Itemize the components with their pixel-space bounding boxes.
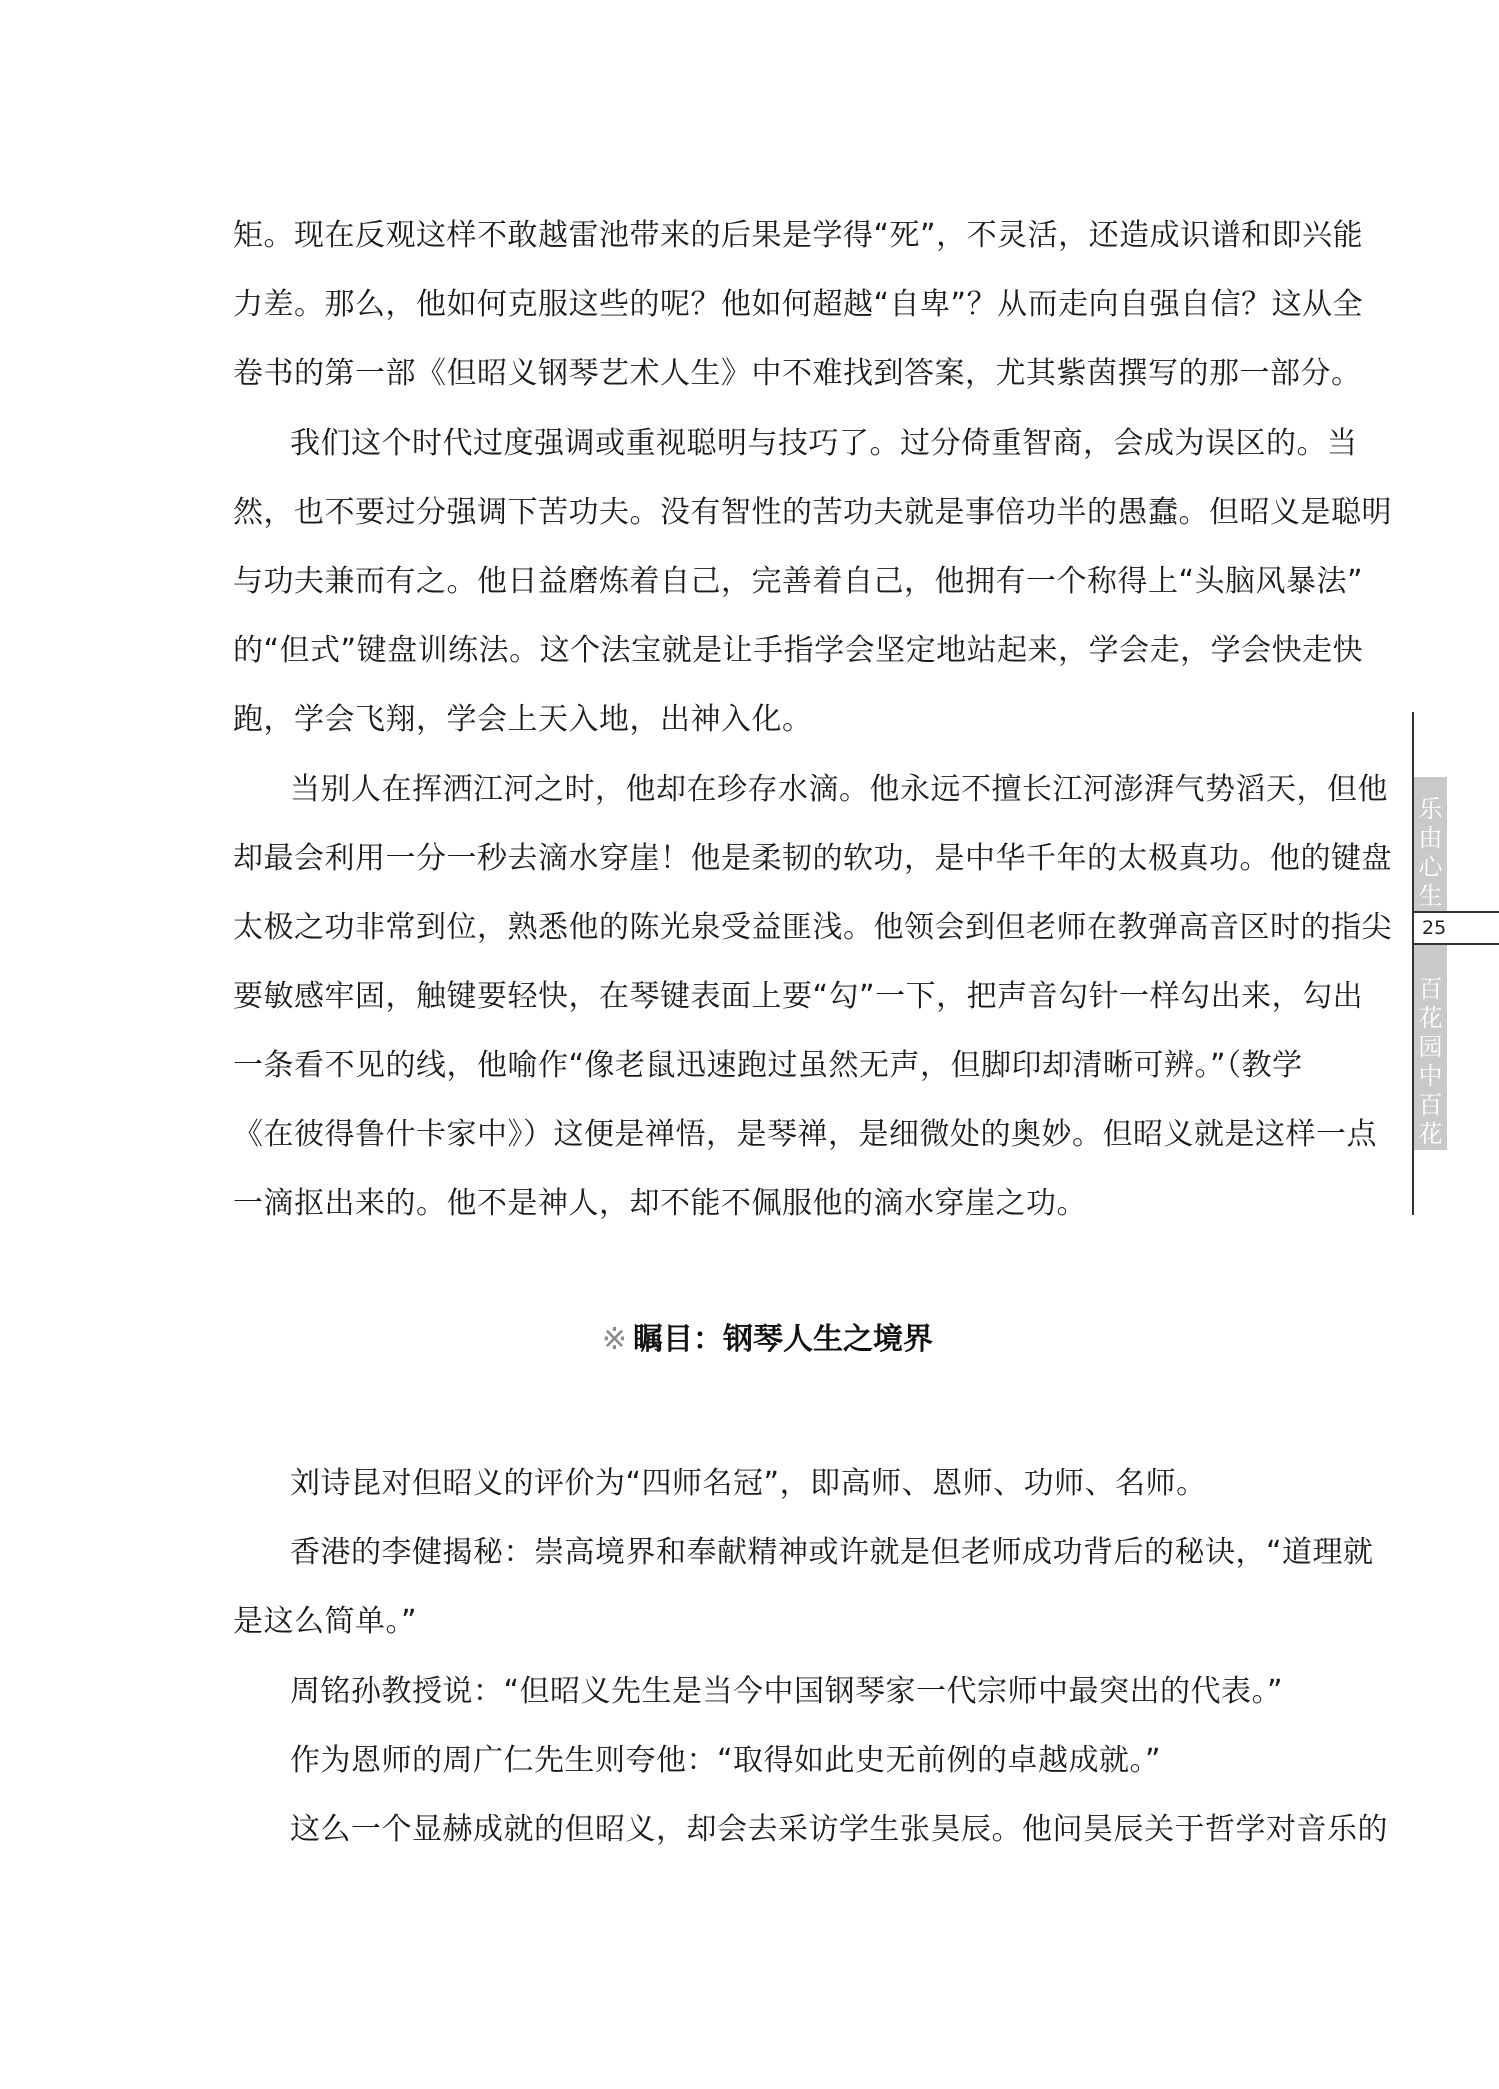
body-line: 要敏感牢固，触键要轻快，在琴键表面上要“勾”一下，把声音勾针一样勾出来，勾出 bbox=[233, 979, 1364, 1014]
body-line: 刘诗昆对但昭义的评价为“四师名冠”，即高师、恩师、功师、名师。 bbox=[290, 1466, 1207, 1501]
body-line: 力差。那么，他如何克服这些的呢？他如何超越“自卑”？从而走向自强自信？这从全 bbox=[233, 287, 1364, 322]
body-line: 周铭孙教授说：“但昭义先生是当今中国钢琴家一代宗师中最突出的代表。” bbox=[290, 1674, 1284, 1709]
body-line: 却最会利用一分一秒去滴水穿崖！他是柔韧的软功，是中华千年的太极真功。他的键盘 bbox=[233, 841, 1392, 876]
body-line: 矩。现在反观这样不敢越雷池带来的后果是学得“死”，不灵活，还造成识谱和即兴能 bbox=[233, 218, 1364, 253]
chapter-tab-label: 乐由心生 bbox=[1418, 795, 1443, 910]
page-number-box bbox=[1414, 911, 1499, 945]
body-line: 《在彼得鲁什卡家中》）这便是禅悟，是琴禅，是细微处的奥妙。但昭义就是这样一点 bbox=[233, 1117, 1377, 1152]
body-line: 一滴抠出来的。他不是神人，却不能不佩服他的滴水穿崖之功。 bbox=[233, 1186, 1087, 1221]
body-line: 然，也不要过分强调下苦功夫。没有智性的苦功夫就是事倍功半的愚蠢。但昭义是聪明 bbox=[233, 495, 1392, 530]
body-line: 太极之功非常到位，熟悉他的陈光泉受益匪浅。他领会到但老师在教弹高音区时的指尖 bbox=[233, 910, 1392, 945]
body-line: 一条看不见的线，他喻作“像老鼠迅速跑过虽然无声，但脚印却清晰可辨。”（教学 bbox=[233, 1048, 1303, 1083]
reference-mark-icon: ※ bbox=[601, 1322, 628, 1357]
body-line: 当别人在挥洒江河之时，他却在珍存水滴。他永远不擅长江河澎湃气势滔天，但他 bbox=[290, 772, 1388, 807]
section-tab-label: 百花园中百花开 bbox=[1418, 975, 1443, 1177]
body-line: 卷书的第一部《但昭义钢琴艺术人生》中不难找到答案，尤其紫茵撰写的那一部分。 bbox=[233, 356, 1362, 391]
body-line: 香港的李健揭秘：崇高境界和奉献精神或许就是但老师成功背后的秘诀，“道理就 bbox=[290, 1535, 1374, 1570]
section-heading bbox=[0, 1320, 1499, 1360]
chapter-tab bbox=[1414, 777, 1447, 911]
body-line: 这么一个显赫成就的但昭义，却会去采访学生张昊辰。他问昊辰关于哲学对音乐的 bbox=[290, 1812, 1388, 1847]
section-title: 瞩目：钢琴人生之境界 bbox=[633, 1322, 934, 1357]
body-line: 作为恩师的周广仁先生则夸他：“取得如此史无前例的卓越成就。” bbox=[290, 1743, 1162, 1778]
body-line: 我们这个时代过度强调或重视聪明与技巧了。过分倚重智商，会成为误区的。当 bbox=[290, 426, 1358, 461]
section-tab bbox=[1414, 945, 1447, 1177]
body-line: 的“但式”键盘训练法。这个法宝就是让手指学会坚定地站起来，学会走，学会快走快 bbox=[233, 633, 1364, 668]
body-line: 与功夫兼而有之。他日益磨炼着自己，完善着自己，他拥有一个称得上“头脑风暴法” bbox=[233, 564, 1364, 599]
page-number: 25 bbox=[1422, 917, 1447, 939]
body-line: 跑，学会飞翔，学会上天入地，出神入化。 bbox=[233, 702, 813, 737]
body-line: 是这么简单。” bbox=[233, 1604, 418, 1639]
